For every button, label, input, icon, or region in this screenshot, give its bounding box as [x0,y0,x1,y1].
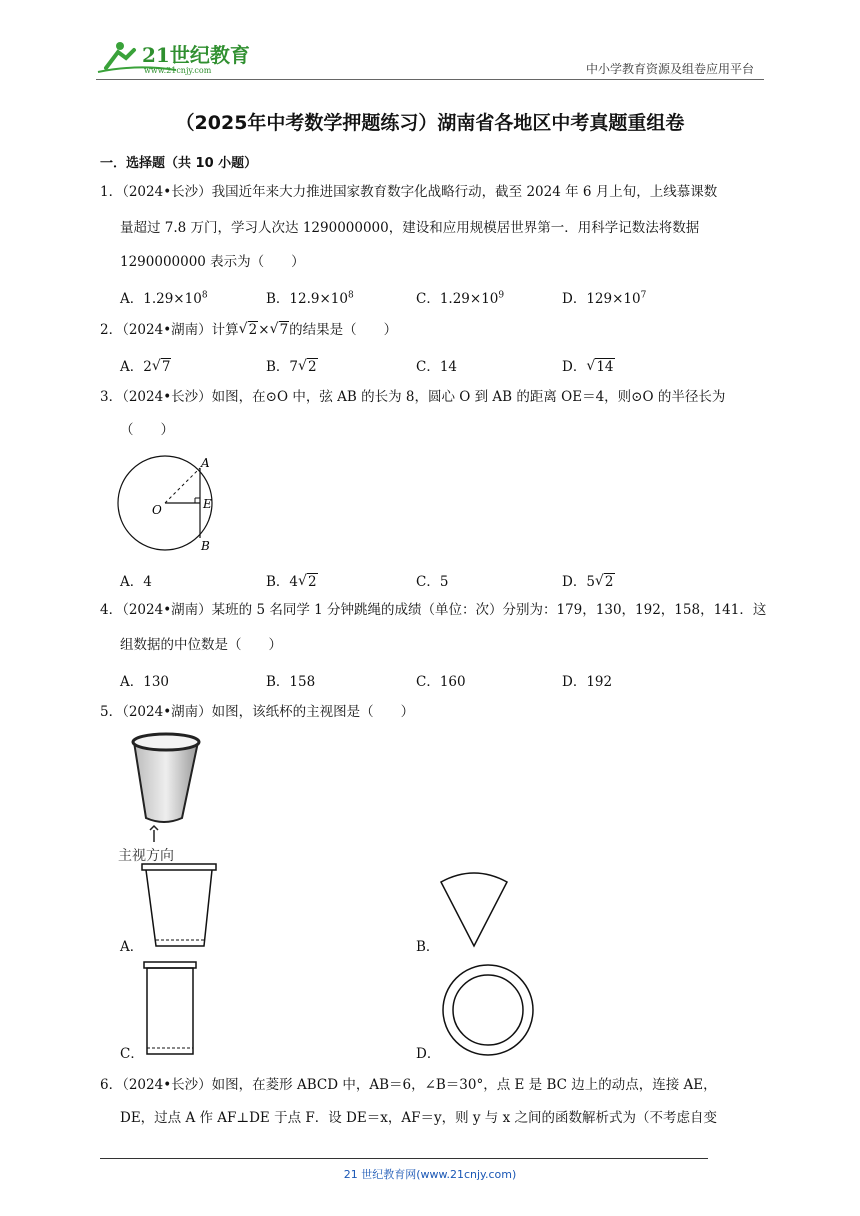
q3-line2: （ ） [120,422,174,438]
logo-text: 21世纪教育 [142,43,250,67]
q6-line2: DE，过点 A 作 AF⊥DE 于点 F．设 DE＝x，AF＝y，则 y 与 x 之间的函数解析式为（不考虑自变 [120,1110,717,1126]
q4-option-c: C．160 [416,674,466,690]
page-title: （2025年中考数学押题练习）湖南省各地区中考真题重组卷 [175,112,685,134]
q3-circle-figure [115,454,225,558]
q5-option-c: C． [120,1046,144,1062]
q4-line2: 组数据的中位数是（ ） [120,637,282,653]
q3-option-b: B．4√ 2 [266,570,318,590]
svg-text:B: B [201,539,210,553]
q2-option-c: C．14 [416,359,458,375]
q3-option-d: D．5√ 2 [562,570,615,590]
q3-option-c: C．5 [416,574,449,590]
footer-text: 21 世纪教育网(www.21cnjy.com) [343,1168,517,1181]
q1-option-c: C．$1.29\times 10^9$ [416,290,505,307]
q1-line2: 量超过 7.8 万门，学习人次达 1290000000，建设和应用规模居世界第一．用科学记数法将数据 [120,220,700,236]
svg-text:A: A [201,456,210,470]
q5-option-a: A． [120,939,144,955]
q5-option-b-figure [438,866,510,954]
q2-option-b: B．7√ 2 [266,355,318,375]
site-logo [96,38,266,78]
q1-line1: 1．（2024•长沙）我国近年来大力推进国家教育数字化战略行动，截至 2024 年 6 月上旬，上线慕课数 [100,184,718,200]
q1-option-d: D．$129\times 10^7$ [562,290,647,307]
q4-option-b: B．158 [266,674,316,690]
svg-text:E: E [203,497,212,511]
q2-option-a: A．2√ 7 [120,355,171,375]
q5-cup-photo [118,730,218,869]
header-divider [96,79,764,80]
q5-option-d: D． [416,1046,441,1062]
q5-option-a-figure [140,862,220,956]
q3-option-a: A．4 [120,574,152,590]
q1-option-a: A．$1.29\times 10^8$ [120,290,208,307]
q5-line1: 5．（2024•湖南）如图，该纸杯的主视图是（ ） [100,704,415,720]
q3-line1: 3．（2024•长沙）如图，在⊙O 中，弦 AB 的长为 8，圆心 O 到 AB 的距离 OE＝4，则⊙O 的半径长为 [100,389,726,405]
q5-option-d-figure [440,962,536,1062]
section-heading: 一．选择题（共 10 小题） [100,156,258,171]
q5-option-b: B． [416,939,440,955]
footer-divider [100,1158,708,1159]
header-platform-name: 中小学教育资源及组卷应用平台 [585,62,754,76]
svg-text:主视方向: 主视方向 [118,848,174,864]
q4-option-d: D．192 [562,674,613,690]
q5-option-c-figure [142,960,202,1060]
q1-line3: 1290000000 表示为（ ） [120,254,305,270]
q2-line: 2．（2024•湖南）计算√ 2×√ 7的结果是（ ） [100,320,397,340]
logo-url: www.21cnjy.com [144,66,212,75]
q4-line1: 4．（2024•湖南）某班的 5 名同学 1 分钟跳绳的成绩（单位：次）分别为：179，130，192，158，141．这 [100,602,767,618]
svg-text:O: O [152,503,162,517]
q6-line1: 6．（2024•长沙）如图，在菱形 ABCD 中，AB＝6，∠B＝30°，点 E 是 BC 边上的动点，连接 AE， [100,1077,717,1093]
q1-option-b: B．$12.9\times 10^8$ [266,290,354,307]
q2-option-d: D．√ 14 [562,355,615,375]
q4-option-a: A．130 [120,674,170,690]
